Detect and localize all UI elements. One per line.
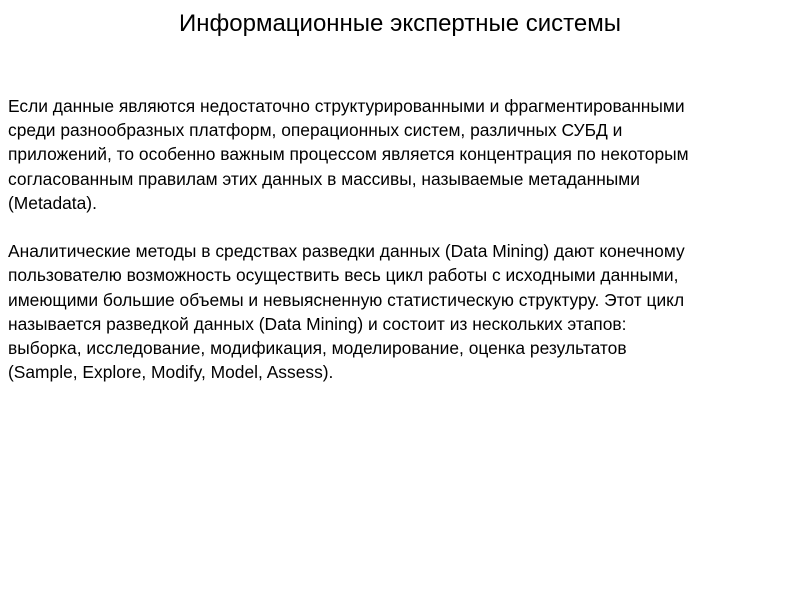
slide-body	[8, 94, 796, 384]
paragraph-data-mining: Аналитические методы в средствах разведки данных (Data Mining) дают конечному пользователю возможность осуществить весь цикл работы с исходными данными, имеющими большие объемы и невыясненную статистическую структуру. Этот цикл называется разведкой данных (Data Mining) и состоит из нескольких этапов: выборка, исследование, модификация, моделирование, оценка результатов (Sample, Explore, Modify, Model, Assess).	[8, 241, 685, 383]
paragraph-spacer	[8, 215, 796, 239]
slide-title: Информационные экспертные системы	[179, 10, 621, 37]
paragraph-metadata: Если данные являются недостаточно структурированными и фрагментированными среди разнообразных платформ, операционных систем, различных СУБД и приложений, то особенно важным процессом является концентрация по некоторым согласованным правилам этих данных в массивы, называемые метаданными (Metadata).	[8, 96, 689, 213]
